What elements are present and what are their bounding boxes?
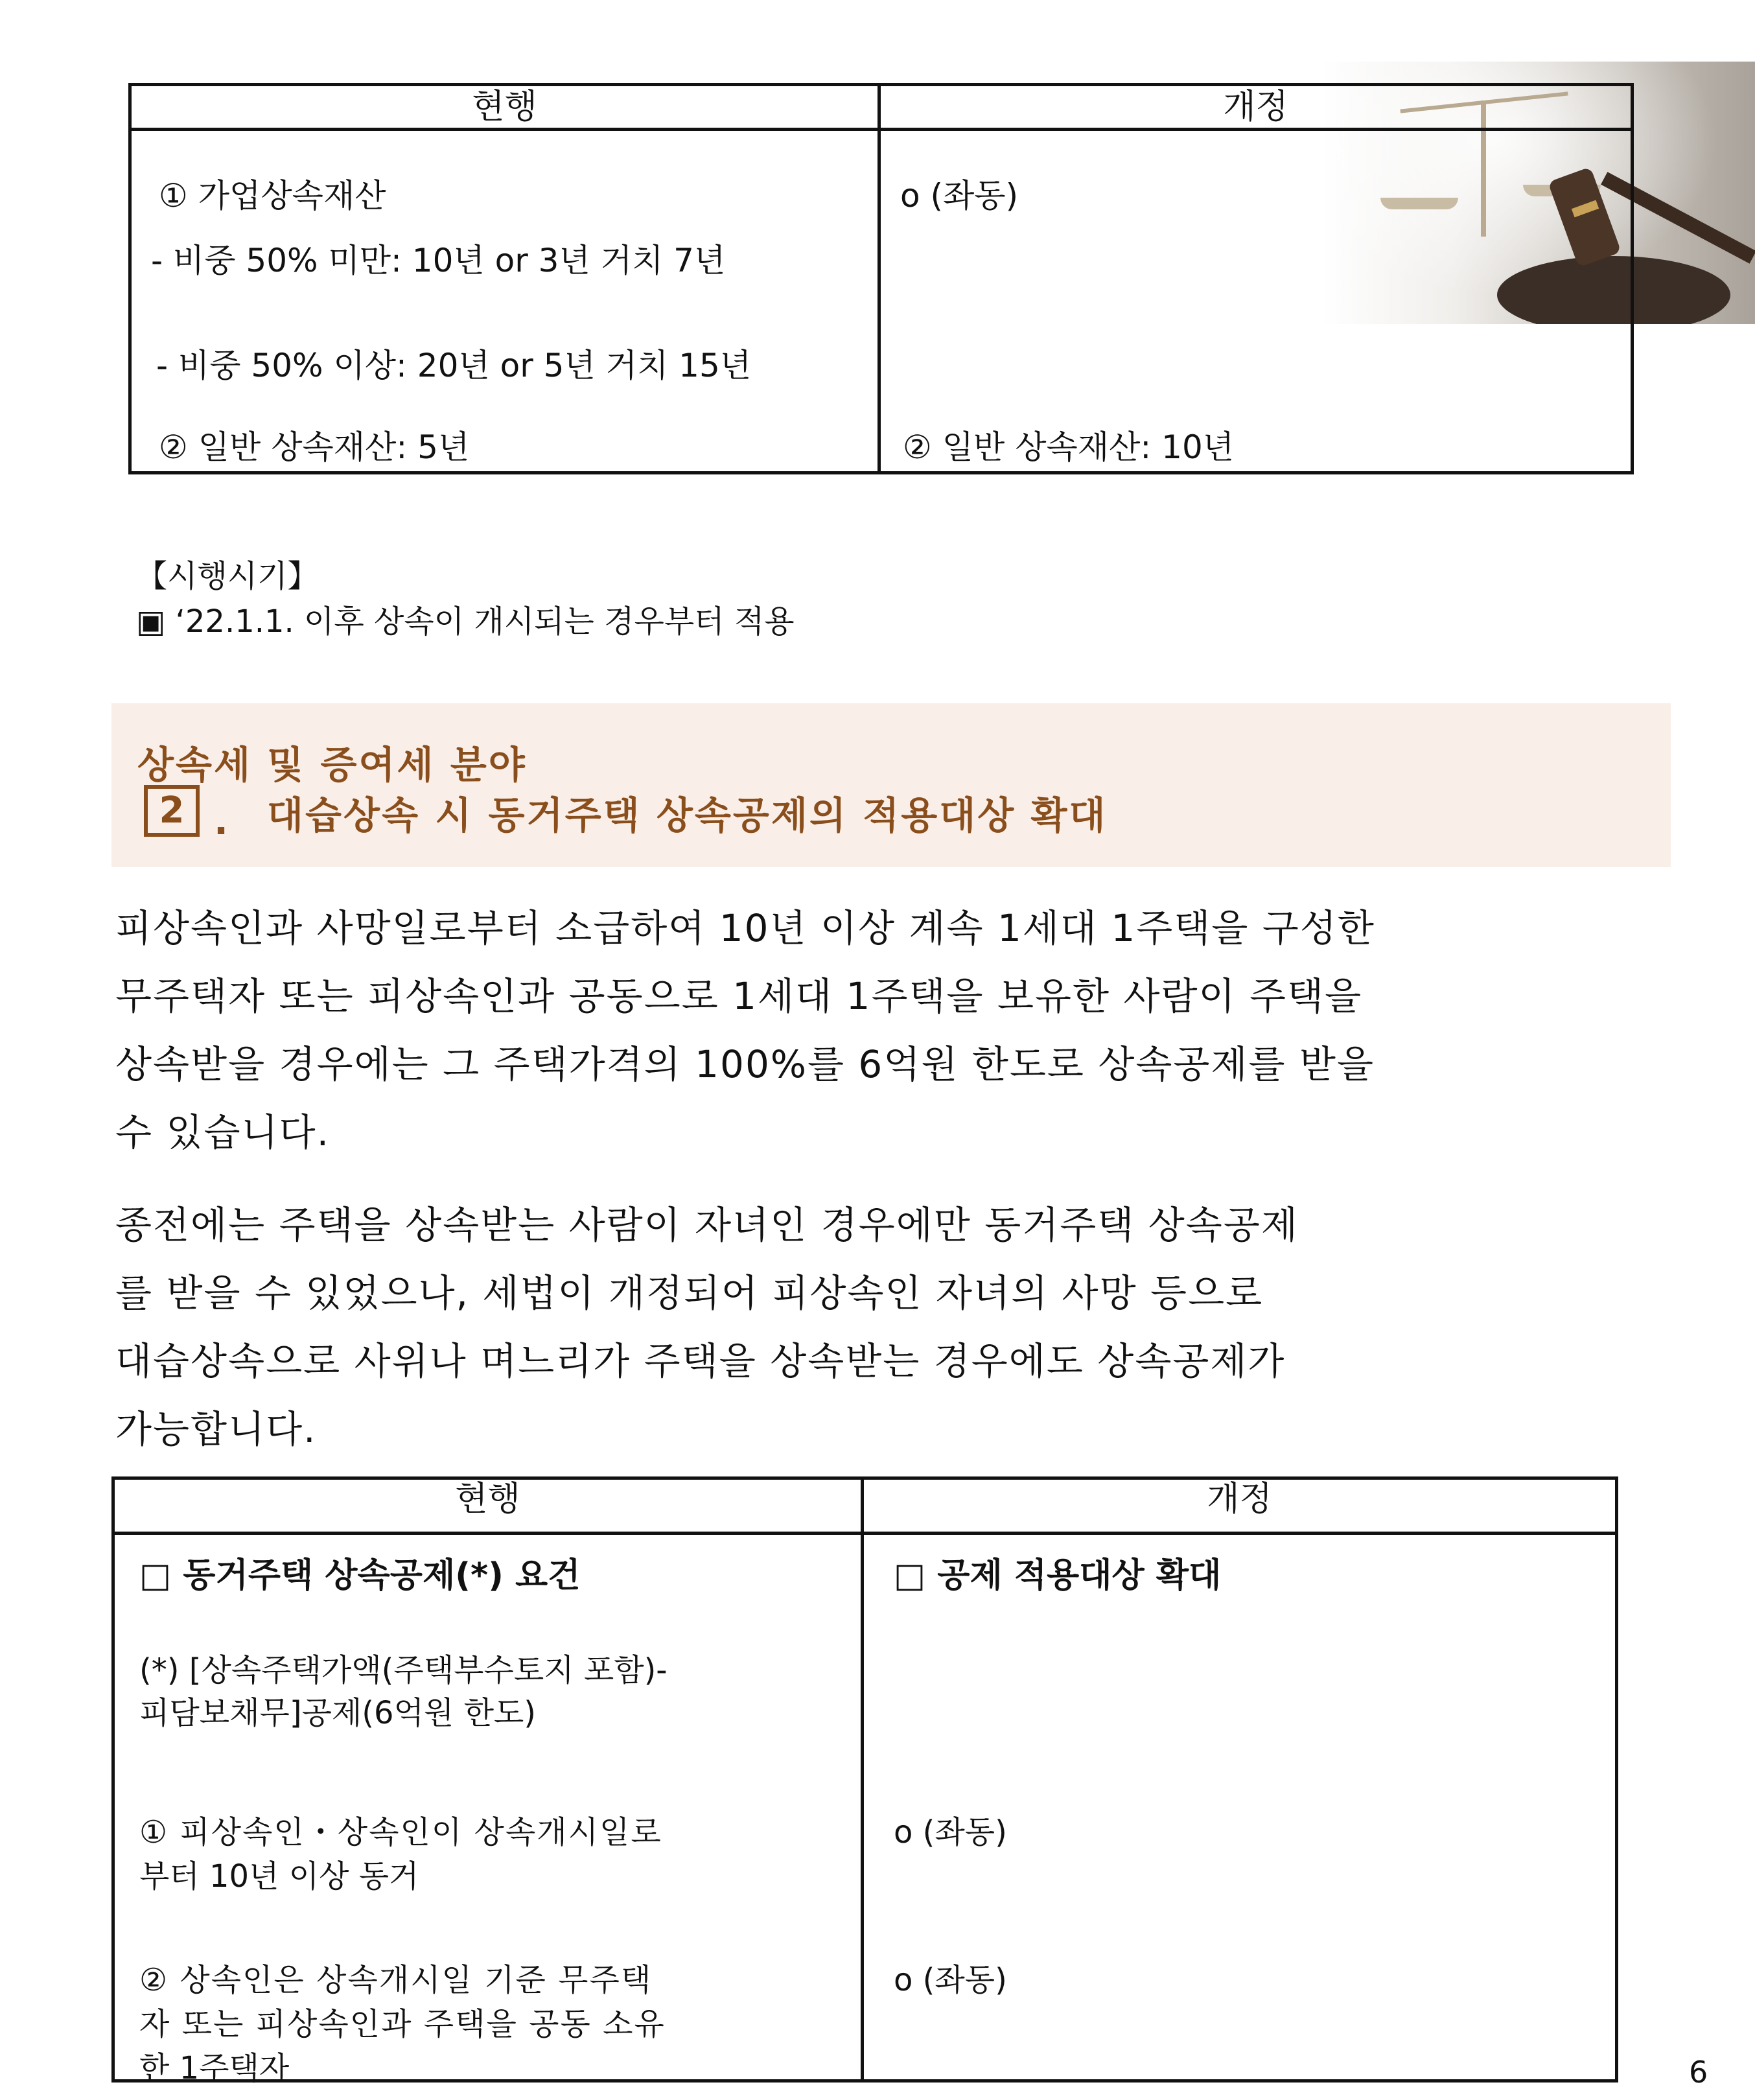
- paragraph-2-line-3: 대습상속으로 사위나 며느리가 주택을 상속받는 경우에도 상속공제가: [115, 1339, 1286, 1383]
- requirement-1-line-2: 부터 10년 이상 동거: [139, 1858, 419, 1895]
- paragraph-1-line-2: 무주택자 또는 피상속인과 공동으로 1세대 1주택을 보유한 사람이 주택을: [115, 974, 1363, 1018]
- paragraph-2-line-2: 를 받을 수 있었으나, 세법이 개정되어 피상속인 자녀의 사망 등으로: [115, 1271, 1264, 1315]
- requirement-2-line-2: 자 또는 피상속인과 주택을 공동 소유: [139, 2006, 666, 2042]
- note-line-2: 피담보채무]공제(6억원 한도): [139, 1695, 537, 1731]
- header-current: 현행: [113, 1478, 863, 1534]
- paragraph-1-line-4: 수 있습니다.: [115, 1110, 331, 1154]
- effective-text: ▣ ‘22.1.1. 이후 상속이 개시되는 경우부터 적용: [136, 603, 795, 640]
- section-title: 대습상속 시 동거주택 상속공제의 적용대상 확대: [267, 793, 1108, 837]
- requirement-2-line-3: 한 1주택자: [139, 2050, 290, 2086]
- revision-title: □ 공제 적용대상 확대: [894, 1556, 1222, 1595]
- table-row: [130, 130, 1633, 473]
- note-line-1: (*) [상속주택가액(주택부수토지 포함)-: [139, 1652, 668, 1688]
- current-cell: [113, 1534, 863, 2086]
- header-revised: 개정: [879, 85, 1633, 130]
- requirement-2-line-1: ② 상속인은 상속개시일 기준 무주택: [139, 1962, 653, 1998]
- revised-cell: [863, 1534, 1617, 2081]
- current-item2: ② 일반 상속재산: 5년: [159, 428, 470, 466]
- revised-item1: o (좌동): [900, 177, 1019, 215]
- header-current: 현행: [130, 85, 879, 130]
- revision-item-2: o (좌동): [894, 1962, 1007, 1998]
- current-cell: [130, 130, 879, 473]
- current-item1-line1: - 비중 50% 미만: 10년 or 3년 거치 7년: [151, 242, 726, 279]
- section-header: [111, 703, 1671, 867]
- comparison-table-1: [128, 83, 1634, 474]
- section-number-box: 2: [144, 785, 200, 837]
- table-row: [113, 1534, 1617, 2081]
- header-revised: 개정: [863, 1478, 1617, 1534]
- page-number: 6: [1689, 2055, 1708, 2090]
- table-header-row: [113, 1478, 1617, 1534]
- paragraph-2-line-1: 종전에는 주택을 상속받는 사람이 자녀인 경우에만 동거주택 상속공제: [115, 1203, 1299, 1247]
- paragraph-1-line-3: 상속받을 경우에는 그 주택가격의 100%를 6억원 한도로 상속공제를 받을: [115, 1042, 1375, 1086]
- revision-item-1: o (좌동): [894, 1814, 1007, 1850]
- requirement-1-line-1: ① 피상속인・상속인이 상속개시일로: [139, 1814, 662, 1850]
- effective-heading: 【시행시기】: [136, 558, 319, 594]
- revised-item2: ② 일반 상속재산: 10년: [903, 428, 1235, 466]
- current-item1-line2: - 비중 50% 이상: 20년 or 5년 거치 15년: [156, 347, 752, 384]
- requirement-title: □ 동거주택 상속공제(*) 요건: [139, 1556, 581, 1595]
- paragraph-1-line-1: 피상속인과 사망일로부터 소급하여 10년 이상 계속 1세대 1주택을 구성한: [115, 906, 1375, 950]
- comparison-table-2: [111, 1476, 1618, 2086]
- section-number-dot: .: [214, 799, 229, 843]
- current-item1-title: ① 가업상속재산: [159, 177, 386, 215]
- paragraph-2-line-4: 가능합니다.: [115, 1407, 317, 1451]
- section-category: 상속세 및 증여세 분야: [137, 743, 527, 787]
- revised-cell: [879, 130, 1633, 473]
- table-header-row: [130, 85, 1633, 130]
